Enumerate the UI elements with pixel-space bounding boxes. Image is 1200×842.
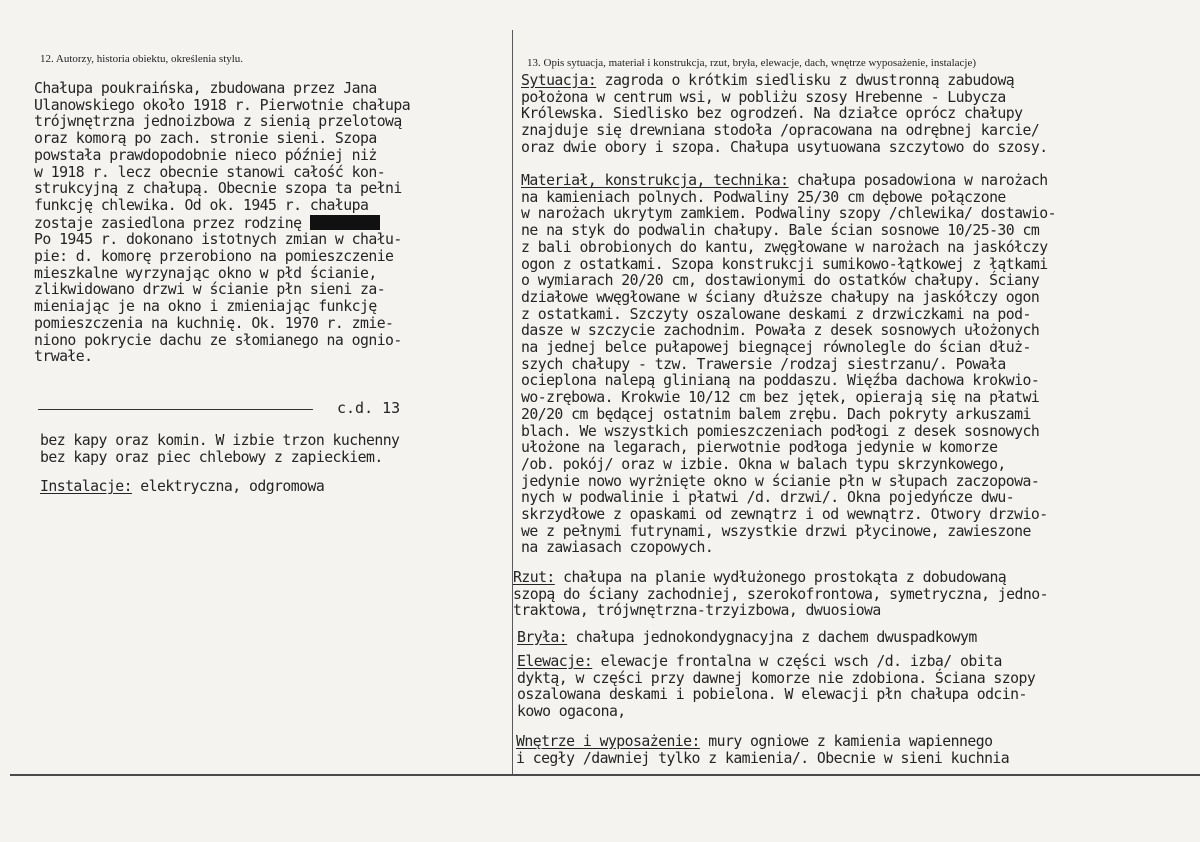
instalacje-heading: Instalacje: bbox=[40, 478, 132, 495]
wnetrze-section bbox=[516, 734, 1009, 767]
rzut-heading: Rzut: bbox=[513, 569, 555, 586]
redaction-bar bbox=[310, 215, 380, 230]
bryla-text: chałupa jednokondygnacyjna z dachem dwuspadkowym bbox=[567, 629, 977, 646]
continuation-label: c.d. 13 bbox=[337, 399, 401, 417]
history-paragraph bbox=[34, 81, 410, 366]
elewacje-text: elewacje frontalna w części wsch /d. izba/ obita dyktą, w części przy dawnej komorze nie zdobiona. Ściana szopy oszalowana deskami i pobielona. W elewacji płn chałupa odcin- kowo ogacona, bbox=[517, 653, 1036, 721]
continuation-paragraph: bez kapy oraz komin. W izbie trzon kuchenny bez kapy oraz piec chlebowy z zapieckiem. bbox=[40, 432, 400, 466]
sytuacja-text: zagroda o krótkim siedlisku z dwustronną zabudową położona w centrum wsi, w pobliżu szosy Hrebenne - Lubycza Królewska. Siedlisko bez ogrodzeń. Na działce oprócz chałupy znajduje się drewniana stodoła /opracowana na odrębnej karcie/ oraz dwie obory i szopa. Chałupa usytuowana szczytowo do szosy. bbox=[521, 72, 1048, 156]
sytuacja-section bbox=[521, 73, 1048, 157]
material-section bbox=[521, 173, 1056, 557]
wnetrze-text: mury ogniowe z kamienia wapiennego i cegły /dawniej tylko z kamienia/. Obecnie w sieni kuchnia bbox=[516, 733, 1010, 767]
section-12-title: 12. Autorzy, historia obiektu, określenia stylu. bbox=[40, 53, 244, 65]
continuation-rule bbox=[38, 409, 313, 410]
rzut-section bbox=[513, 570, 1048, 620]
elewacje-section bbox=[517, 654, 1035, 721]
wnetrze-heading: Wnętrze i wyposażenie: bbox=[516, 733, 700, 750]
elewacje-heading: Elewacje: bbox=[517, 653, 593, 670]
sytuacja-heading: Sytuacja: bbox=[521, 72, 597, 89]
instalacje-paragraph bbox=[40, 479, 324, 496]
column-divider bbox=[512, 30, 513, 775]
material-heading: Materiał, konstrukcja, technika: bbox=[521, 172, 789, 189]
rzut-text: chałupa na planie wydłużonego prostokąta z dobudowaną szopą do ściany zachodniej, szerokofrontowa, symetryczna, jedno- traktowa, trójwnętrzna-trzyizbowa, dwuosiowa bbox=[513, 569, 1048, 620]
bryla-heading: Bryła: bbox=[517, 629, 568, 646]
bottom-rule bbox=[10, 774, 1200, 776]
history-text-part-2: Po 1945 r. dokonano istotnych zmian w chału- pie: d. komorę przerobiono na pomieszczenie mieszkalne wyrzynając okno w płd ścianie, zlikwidowano drzwi w ścianie płn sieni za- mieniając je na okno i zmieniając funkcję pomieszczenia na kuchnię. Ok. 1970 r. zmie- niono pokrycie dachu ze słomianego na ognio- trwałe. bbox=[34, 231, 402, 366]
section-13-title: 13. Opis sytuacja, materiał i konstrukcja, rzut, bryła, elewacje, dach, wnętrze wyposażenie, instalacje) bbox=[527, 57, 976, 69]
bryla-section bbox=[517, 630, 977, 647]
material-text: chałupa posadowiona w narożach na kamieniach polnych. Podwaliny 25/30 cm dębowe połączone w narożach ukrytym zamkiem. Podwaliny szopy /chlewika/ dostawio- ne na styk do podwalin chałupy. Bale ścian sosnowe 10/25-30 cm z bali obrobionych do kantu, zwęgłowane w narożach na jaskółczy ogon z ostatkami. Szopa konstrukcji sumikowo-łątkowej z łątkami o wymiarach 20/20 cm, dostawionymi do ostatków chałupy. Ściany działowe wwęgłowane w ściany dłuższe chałupy na jaskółczy ogon z ostatkami. Szczyty oszalowane deskami z drzwiczkami na pod- dasze w szczycie zachodnim. Powała z desek sosnowych ułożonych na jednej belce pułapowej biegnącej równolegle do ścian dłuż- szych chałupy - tzw. Trawersie /rodzaj siestrzanu/. Powała ocieplona nalepą glinianą na poddaszu. Więźba dachowa krokwio- wo-zrębowa. Krokwie 10/12 cm bez jętek, opierają się na płatwi 20/20 cm będącej ostatnim balem zrębu. Dach pokryty arkuszami blach. We wszystkich pomieszczeniach podłogi z desek sosnowych ułożone na legarach, pierwotnie podłoga jedynie w komorze /ob. pokój/ oraz w izbie. Okna w balach typu skrzynkowego, jedynie nowo wyrżnięte okno w ścianie płn w słupach zaczopowa- nych w podwalinie i płatwi /d. drzwi/. Okna pojedyńcze dwu- skrzydłowe z opaskami od zewnątrz i od wewnątrz. Otwory drzwio- we z pełnymi futrynami, wszystkie drzwi płycinowe, zawieszone na zawiasach czopowych. bbox=[521, 172, 1056, 557]
history-text-part-1: Chałupa poukraińska, zbudowana przez Jana Ulanowskiego około 1918 r. Pierwotnie chałupa trójwnętrzna jednoizbowa z sienią przelotową oraz komorą po zach. stronie sieni. Szopa powstała prawdopodobnie nieco później niż w 1918 r. lecz obecnie stanowi całość kon- strukcyjną z chałupą. Obecnie szopa ta pełni funkcję chlewika. Od ok. 1945 r. chałupa zostaje zasiedlona przez rodzinę bbox=[34, 80, 411, 232]
instalacje-text: elektryczna, odgromowa bbox=[131, 478, 325, 495]
